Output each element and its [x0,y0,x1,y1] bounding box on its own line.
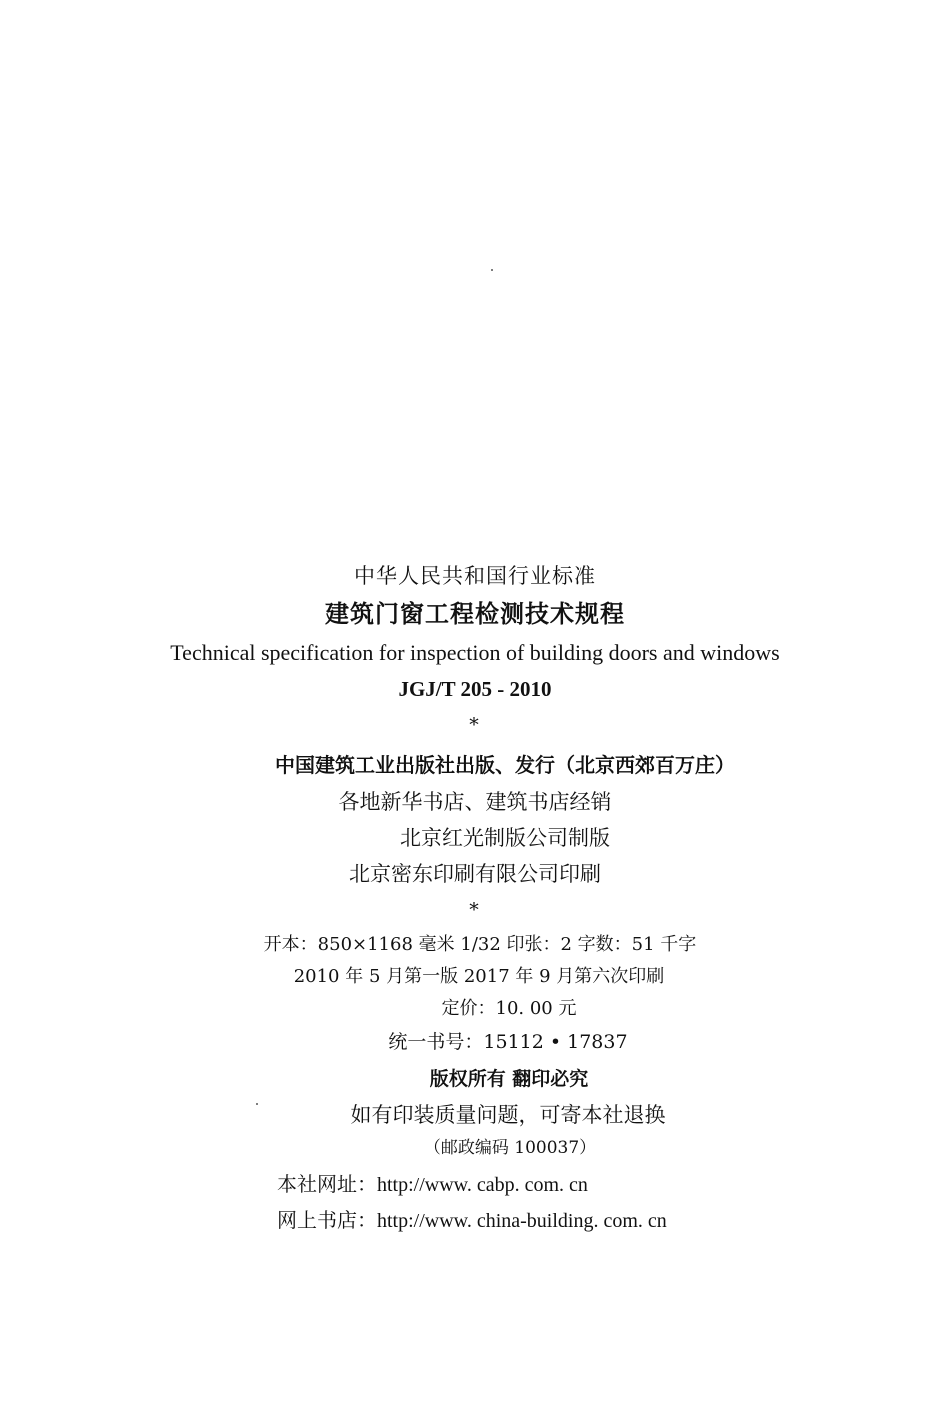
standard-code: JGJ/T 205 - 2010 [398,677,552,701]
printer-line: 北京密东印刷有限公司印刷 [349,862,601,886]
price-line: 定价：10. 00 元 [441,998,577,1019]
website-url[interactable]: http://www. cabp. com. cn [377,1174,588,1196]
exchange-note: 如有印装质量问题，可寄本社退换 [350,1103,666,1127]
edition-line: 2010 年 5 月第一版 2017 年 9 月第六次印刷 [293,966,665,987]
publisher-line: 中国建筑工业出版社出版、发行（北京西郊百万庄） [275,753,735,777]
standard-category: 中华人民共和国行业标准 [354,564,596,588]
standard-title-cn: 建筑门窗工程检测技术规程 [325,600,625,628]
website-label: 本社网址： [277,1172,377,1196]
separator-star: * [469,899,479,921]
online-bookstore [277,1208,667,1233]
copyright-line: 版权所有 翻印必究 [429,1068,589,1090]
isbn-line: 统一书号：15112 • 17837 [388,1031,628,1053]
format-line: 开本：850×1168 毫米 1/32 印张：2 字数：51 千字 [263,934,697,955]
separator-star: * [469,714,479,736]
standard-title-en: Technical specification for inspection of building doors and windows [170,640,780,665]
bookstore-label: 网上书店： [277,1208,377,1232]
publisher-website [277,1172,588,1197]
bookstore-url[interactable]: http://www. china-building. com. cn [377,1210,667,1232]
postcode-line: （邮政编码 100037） [423,1138,597,1158]
scan-speck [491,269,493,271]
distributor-line: 各地新华书店、建筑书店经销 [338,790,612,814]
plate-maker-line: 北京红光制版公司制版 [400,826,610,850]
